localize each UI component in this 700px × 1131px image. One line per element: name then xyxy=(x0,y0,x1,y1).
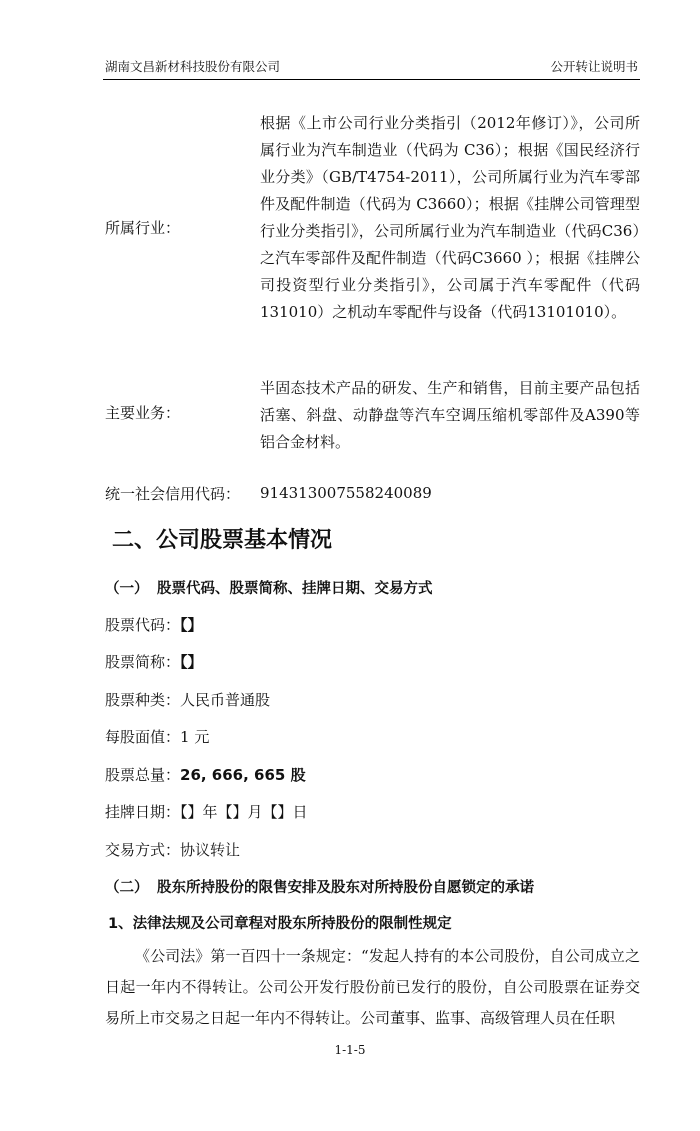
business-text: 半固态技术产品的研发、生产和销售，目前主要产品包括活塞、斜盘、动静盘等汽车空调压缩机零部件及A390等铝合金材料。 xyxy=(260,379,640,451)
page-number: 1-1-5 xyxy=(334,1043,366,1057)
subsection-2-title: 股东所持股份的限售安排及股东对所持股份自愿锁定的承诺 xyxy=(157,880,534,896)
industry-label: 所属行业： xyxy=(105,219,181,237)
stock-type-field xyxy=(105,689,270,710)
par-value-value: 1 元 xyxy=(180,728,210,746)
stock-type-label: 股票种类： xyxy=(105,691,181,709)
listing-date-field xyxy=(105,801,308,822)
business-label: 主要业务： xyxy=(105,404,181,422)
credit-code-label: 统一社会信用代码： xyxy=(105,485,241,503)
trading-method-label: 交易方式： xyxy=(105,841,181,859)
stock-type-value: 人民币普通股 xyxy=(180,691,271,709)
industry-row xyxy=(105,110,640,350)
stock-code-value: 【】 xyxy=(180,616,203,634)
subsection-2-number: （二） xyxy=(105,880,149,896)
stock-code-label: 股票代码： xyxy=(105,616,181,634)
subsection-1-heading xyxy=(105,577,433,598)
stock-abbr-field xyxy=(105,651,203,672)
header-company-name: 湖南文昌新材科技股份有限公司 xyxy=(105,59,281,74)
subsection-2-1-heading: 1、法律法规及公司章程对股东所持股份的限制性规定 xyxy=(108,916,452,932)
listing-date-value: 【】年【】月【】日 xyxy=(180,803,308,821)
company-law-paragraph: 《公司法》第一百四十一条规定：“发起人持有的本公司股份，自公司成立之日起一年内不得转让。公司公开发行股份前已发行的股份，自公司股票在证券交易所上市交易之日起一年内不得转让。公司董事、监事、高级管理人员在任职 xyxy=(105,947,640,1027)
header-divider xyxy=(103,79,640,80)
total-shares-label: 股票总量： xyxy=(105,766,181,784)
total-shares-field xyxy=(105,764,306,785)
trading-method-field xyxy=(105,839,240,860)
industry-text: 根据《上市公司行业分类指引（2012年修订）》，公司所属行业为汽车制造业（代码为 C36）；根据《国民经济行业分类》（GB/T4754-2011），公司所属行业为汽车零部件及配件制造（代码为 C3660）；根据《挂牌公司管理型行业分类指引》，公司所属行业为汽车制造业（代码C36）之汽车零部件及配件制造（代码C3660 ）；根据《挂牌公司投资型行业分类指引》，公司属于汽车零配件（代码131010）之机动车零配件与设备（代码13101010）。 xyxy=(260,114,640,321)
credit-code-row xyxy=(105,483,640,510)
header-document-type: 公开转让说明书 xyxy=(550,59,638,74)
total-shares-value: 26, 666, 665 股 xyxy=(180,766,306,784)
section-title: 二、公司股票基本情况 xyxy=(112,528,333,553)
par-value-field xyxy=(105,726,209,747)
subsection-2-heading xyxy=(105,876,534,897)
business-row xyxy=(105,375,640,460)
subsection-1-number: （一） xyxy=(105,581,149,597)
listing-date-label: 挂牌日期： xyxy=(105,803,181,821)
trading-method-value: 协议转让 xyxy=(180,841,241,859)
stock-code-field xyxy=(105,614,203,635)
subsection-1-title: 股票代码、股票简称、挂牌日期、交易方式 xyxy=(157,581,433,597)
par-value-label: 每股面值： xyxy=(105,728,181,746)
stock-abbr-label: 股票简称： xyxy=(105,653,181,671)
stock-abbr-value: 【】 xyxy=(180,653,203,671)
credit-code-value: 914313007558240089 xyxy=(260,484,432,502)
